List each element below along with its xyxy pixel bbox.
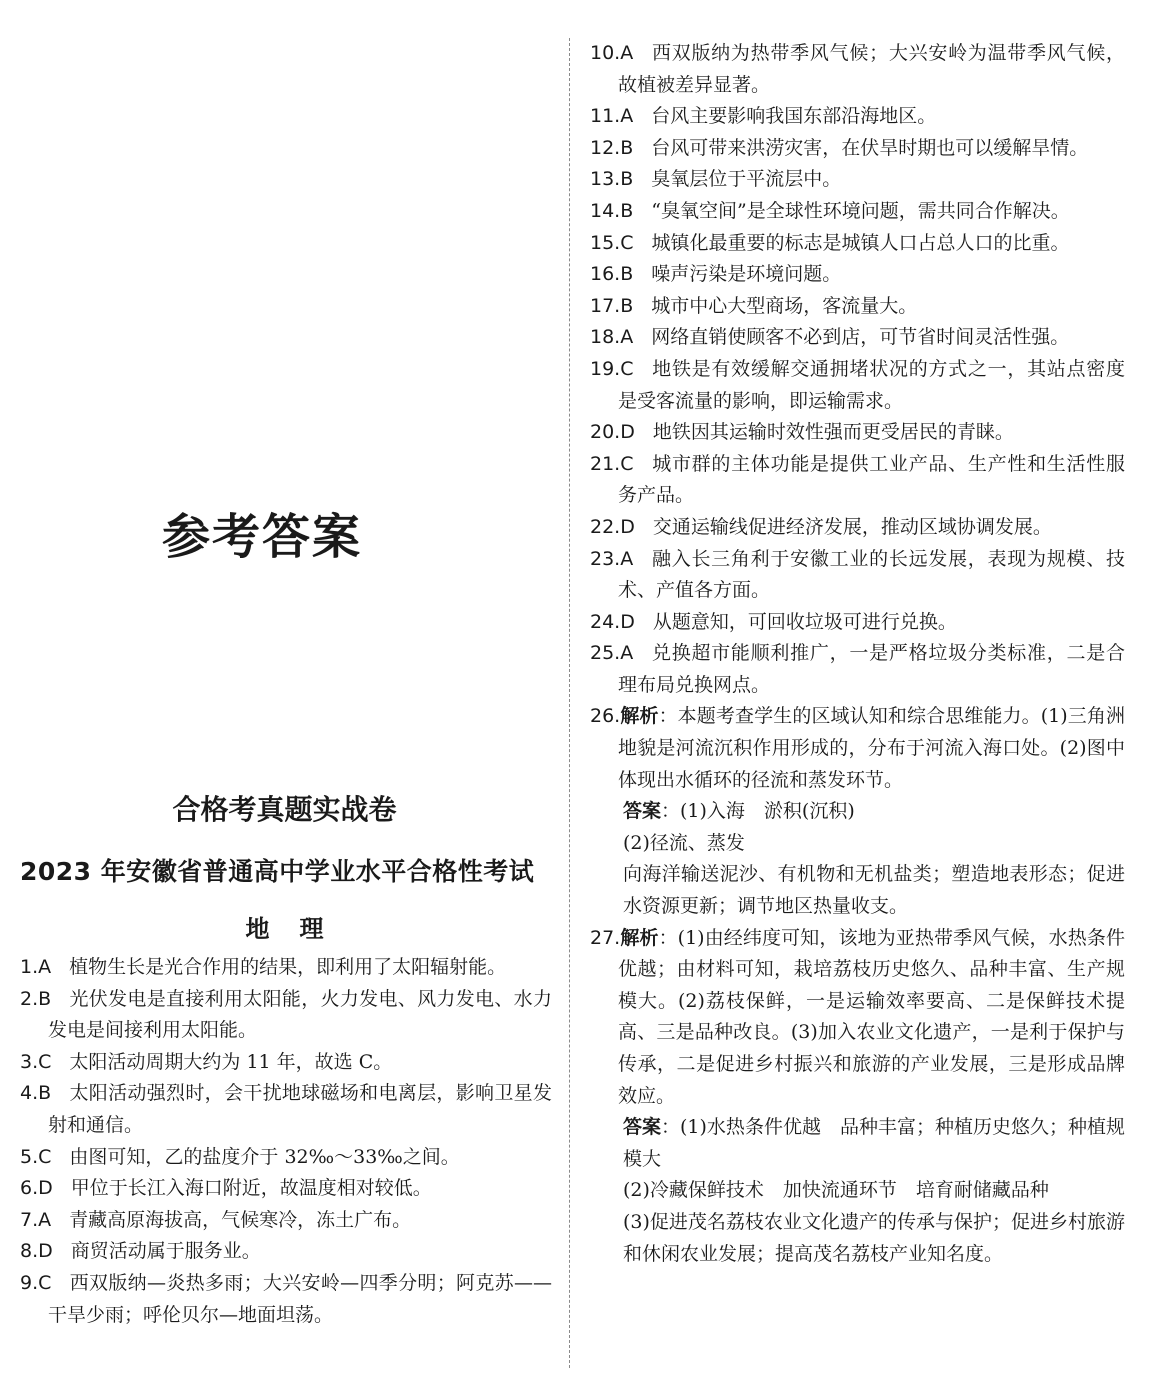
answer-line: (3)促进茂名荔枝农业文化遗产的传承与保护；促进乡村旅游和休闲农业发展；提高茂名荔枝产业知名度。 — [623, 1210, 1125, 1265]
answer-item: 16.B 噪声污染是环境问题。 — [590, 263, 842, 286]
answer-line: 答案：(1)入海 淤积(沉积) — [623, 800, 855, 823]
exam-title: 2023 年安徽省普通高中学业水平合格性考试 — [20, 857, 535, 886]
analysis-item-27: 27.解析：(1)由经纬度可知，该地为亚热带季风气候，水热条件优越；由材料可知，栽培荔枝历史悠久、品种丰富、生产规模大。(2)荔枝保鲜，一是运输效率要高、二是保鲜技术提高、三是品种改良。(3)加入农业文化遗产，一是利于保护与传承，二是促进乡村振兴和旅游的产业发展，三是形成品牌效应。 — [590, 926, 1125, 1107]
answer-item: 17.B 城市中心大型商场，客流量大。 — [590, 294, 918, 317]
answer-line: (2)径流、蒸发 — [623, 831, 745, 854]
analysis-item-26: 26.解析：本题考查学生的区域认知和综合思维能力。(1)三角洲地貌是河流沉积作用形成的，分布于河流入海口处。(2)图中体现出水循环的径流和蒸发环节。 — [590, 705, 1125, 791]
right-answer-column — [590, 38, 1125, 1270]
column-divider — [569, 38, 570, 1368]
answer-item: 20.D 地铁因其运输时效性强而更受居民的青睐。 — [590, 421, 1014, 444]
answer-item: 24.D 从题意知，可回收垃圾可进行兑换。 — [590, 610, 957, 633]
answer-item: 21.C 城市群的主体功能是提供工业产品、生产性和生活性服务产品。 — [590, 452, 1125, 507]
answer-item: 4.B 太阳活动强烈时，会干扰地球磁场和电离层，影响卫星发射和通信。 — [20, 1082, 552, 1136]
answer-item: 22.D 交通运输线促进经济发展，推动区域协调发展。 — [590, 515, 1052, 538]
section-subtitle: 合格考真题实战卷 — [172, 793, 397, 826]
answer-item: 6.D 甲位于长江入海口附近，故温度相对较低。 — [20, 1177, 432, 1200]
answer-item: 3.C 太阳活动周期大约为 11 年，故选 C。 — [20, 1050, 393, 1073]
answer-item: 10.A 西双版纳为热带季风气候；大兴安岭为温带季风气候，故植被差异显著。 — [590, 42, 1125, 96]
subject-heading: 地理 — [245, 915, 354, 943]
answer-item: 11.A 台风主要影响我国东部沿海地区。 — [590, 105, 937, 128]
answer-item: 5.C 由图可知，乙的盐度介于 32‰～33‰之间。 — [20, 1145, 460, 1168]
answer-line: 向海洋输送泥沙、有机物和无机盐类；塑造地表形态；促进水资源更新；调节地区热量收支。 — [623, 863, 1125, 918]
answer-item: 18.A 网络直销使顾客不必到店，可节省时间灵活性强。 — [590, 326, 1070, 349]
answer-item: 19.C 地铁是有效缓解交通拥堵状况的方式之一，其站点密度是受客流量的影响，即运输需求。 — [590, 357, 1125, 412]
answer-line: (2)冷藏保鲜技术 加快流通环节 培育耐储藏品种 — [623, 1179, 1049, 1202]
answer-item: 2.B 光伏发电是直接利用太阳能，火力发电、风力发电、水力发电是间接利用太阳能。 — [20, 987, 552, 1042]
answer-item: 25.A 兑换超市能顺利推广，一是严格垃圾分类标准，二是合理布局兑换网点。 — [590, 642, 1125, 696]
answer-item: 23.A 融入长三角利于安徽工业的长远发展，表现为规模、技术、产值各方面。 — [590, 547, 1125, 602]
answer-item: 9.C 西双版纳—炎热多雨；大兴安岭—四季分明；阿克苏——干旱少雨；呼伦贝尔—地面坦荡。 — [20, 1271, 552, 1326]
answer-item: 13.B 臭氧层位于平流层中。 — [590, 168, 842, 191]
answer-item: 1.A 植物生长是光合作用的结果，即利用了太阳辐射能。 — [20, 956, 507, 978]
answer-item: 7.A 青藏高原海拔高，气候寒冷，冻土广布。 — [20, 1208, 412, 1231]
answer-item: 8.D 商贸活动属于服务业。 — [20, 1240, 261, 1263]
left-answer-column — [20, 952, 552, 1331]
answer-item: 12.B 台风可带来洪涝灾害，在伏旱时期也可以缓解旱情。 — [590, 136, 1089, 159]
answer-item: 14.B “臭氧空间”是全球性环境问题，需共同合作解决。 — [590, 199, 1070, 222]
answer-item: 15.C 城镇化最重要的标志是城镇人口占总人口的比重。 — [590, 231, 1070, 254]
page-title: 参考答案 — [162, 509, 363, 565]
answer-line: 答案：(1)水热条件优越 品种丰富；种植历史悠久；种植规模大 — [623, 1116, 1125, 1170]
